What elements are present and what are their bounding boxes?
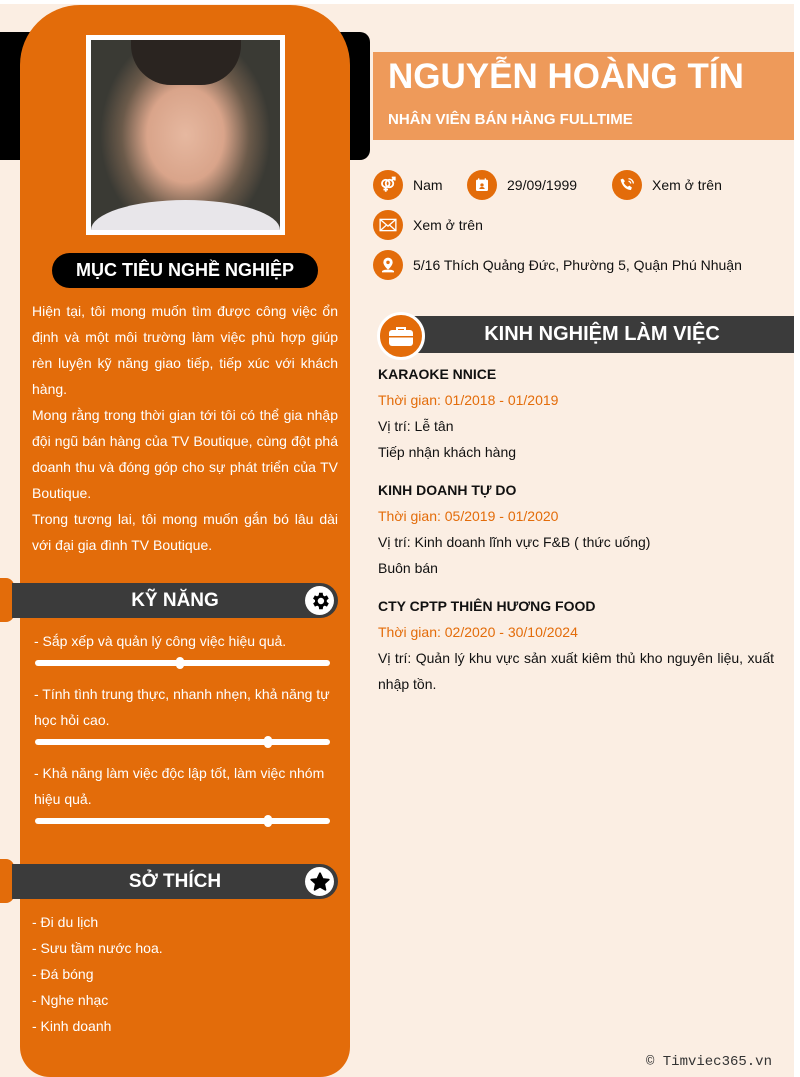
experience-item — [378, 477, 774, 581]
gear-icon — [305, 586, 334, 615]
candidate-name: NGUYỄN HOÀNG TÍN — [388, 57, 744, 96]
phone-value: Xem ở trên — [652, 177, 722, 193]
skills-header — [12, 583, 338, 618]
hobbies-list — [32, 909, 163, 1039]
info-phone — [612, 170, 722, 200]
email-value: Xem ở trên — [413, 217, 483, 233]
name-header — [373, 52, 794, 140]
star-icon — [305, 867, 334, 896]
job-title: NHÂN VIÊN BÁN HÀNG FULLTIME — [388, 111, 633, 128]
phone-icon — [612, 170, 642, 200]
skill-bar-knob — [264, 815, 272, 827]
objective-paragraph: Trong tương lai, tôi mong muốn gắn bó lâu dài với đại gia đình TV Boutique. — [32, 511, 338, 553]
info-birthday — [467, 170, 577, 200]
hobby-item: - Đi du lịch — [32, 914, 99, 930]
experience-description: Buôn bán — [378, 560, 438, 576]
experience-description: Tiếp nhận khách hàng — [378, 444, 517, 460]
hobbies-header — [12, 864, 338, 899]
hobbies-title: SỞ THÍCH — [128, 871, 222, 892]
skill-bar-knob — [176, 657, 184, 669]
skill-bar-knob — [264, 736, 272, 748]
experience-position: Vị trí: Lễ tân — [378, 418, 454, 434]
experience-position: Vị trí: Quản lý khu vực sản xuất kiêm thủ kho nguyên liệu, xuất nhập tồn. — [378, 650, 774, 692]
location-icon — [373, 250, 403, 280]
gender-icon — [373, 170, 403, 200]
objective-title: MỤC TIÊU NGHỀ NGHIỆP — [52, 253, 318, 288]
experience-company: KINH DOANH TỰ DO — [378, 482, 517, 498]
skill-label: - Tính tình trung thực, nhanh nhẹn, khả năng tự học hỏi cao. — [34, 686, 330, 728]
experience-item — [378, 593, 774, 697]
experience-time: Thời gian: 05/2019 - 01/2020 — [378, 508, 559, 524]
experience-time: Thời gian: 02/2020 - 30/10/2024 — [378, 624, 578, 640]
experience-time: Thời gian: 01/2018 - 01/2019 — [378, 392, 559, 408]
address-value: 5/16 Thích Quảng Đức, Phường 5, Quận Phú Nhuận — [413, 257, 742, 273]
skill-bar — [35, 739, 330, 745]
skill-label: - Khả năng làm việc độc lập tốt, làm việc nhóm hiệu quả. — [34, 765, 325, 807]
info-email — [373, 210, 483, 240]
profile-photo — [86, 35, 285, 235]
experience-list — [378, 361, 774, 709]
skill-bar — [35, 660, 330, 666]
calendar-icon — [467, 170, 497, 200]
experience-company: CTY CPTP THIÊN HƯƠNG FOOD — [378, 598, 596, 614]
birthday-value: 29/09/1999 — [507, 177, 578, 193]
experience-item — [378, 361, 774, 465]
info-gender — [373, 170, 443, 200]
hobby-item: - Đá bóng — [32, 966, 94, 982]
experience-company: KARAOKE NNICE — [378, 366, 497, 382]
skills-title: KỸ NĂNG — [131, 590, 219, 611]
info-address — [373, 250, 742, 280]
experience-header: KINH NGHIỆM LÀM VIỆC — [400, 316, 794, 353]
objective-paragraph: Mong rằng trong thời gian tới tôi có thể gia nhập đội ngũ bán hàng của TV Boutique, cùng đột phá doanh thu và đóng góp cho sự phát triển của TV Boutique. — [32, 407, 338, 501]
email-icon — [373, 210, 403, 240]
skill-label: - Sắp xếp và quản lý công việc hiệu quả. — [34, 633, 287, 649]
hobby-item: - Nghe nhạc — [32, 992, 109, 1008]
gender-value: Nam — [413, 177, 443, 193]
objective-text — [32, 298, 338, 558]
experience-position: Vị trí: Kinh doanh lĩnh vực F&B ( thức uống) — [378, 534, 651, 550]
briefcase-icon — [377, 312, 425, 360]
objective-paragraph: Hiện tại, tôi mong muốn tìm được công việc ổn định và một môi trường làm việc phù hợp giúp rèn luyện kỹ năng giao tiếp, tiếp xúc với khách hàng. — [32, 303, 338, 397]
hobby-item: - Sưu tầm nước hoa. — [32, 940, 163, 956]
hobby-item: - Kinh doanh — [32, 1018, 112, 1034]
skill-bar — [35, 818, 330, 824]
watermark: © Timviec365.vn — [645, 1054, 772, 1070]
